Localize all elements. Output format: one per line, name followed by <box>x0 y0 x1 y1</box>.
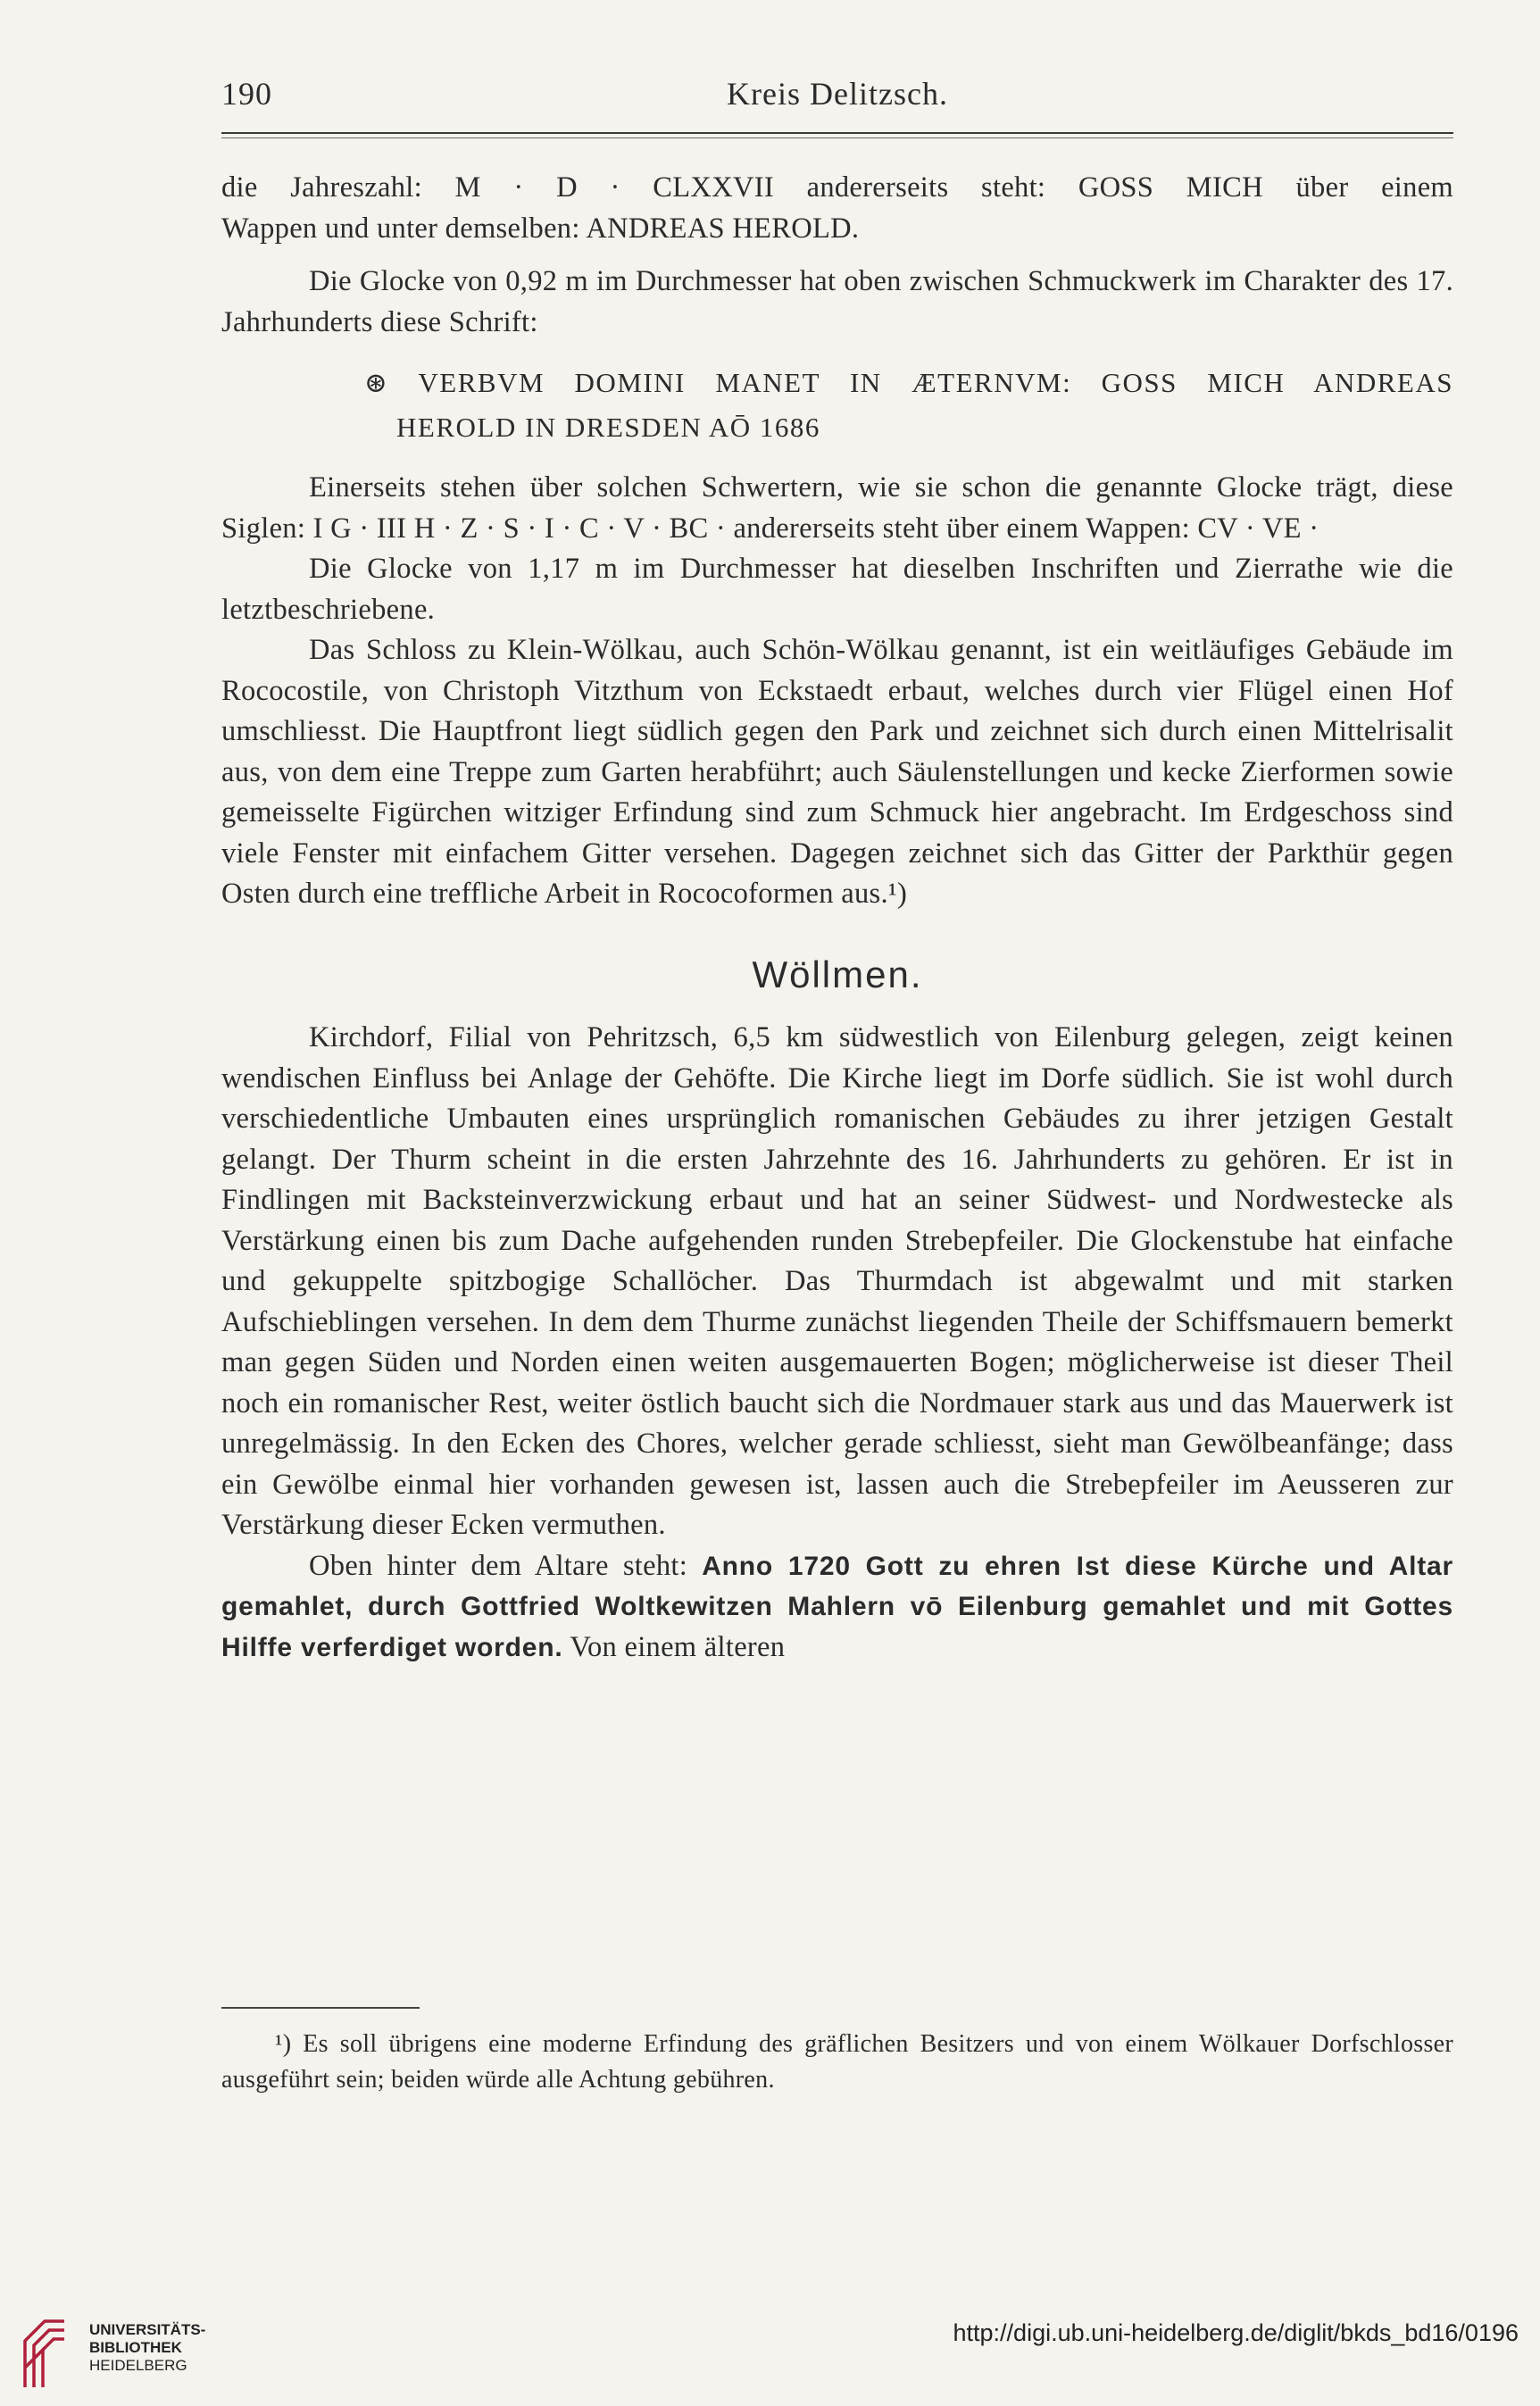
section-title: Wöllmen. <box>752 953 923 995</box>
main-text <box>221 168 1453 1668</box>
inscription-line: ⊛ VERBVM DOMINI MANET IN ÆTERNVM: GOSS MICH ANDREAS <box>364 367 1453 398</box>
paragraph: Wappen und unter demselben: ANDREAS HEROLD. <box>221 212 860 245</box>
paragraph: die Jahreszahl: M · D · CLXXVII andererseits steht: GOSS MICH über einem <box>221 171 1453 204</box>
footnote: ¹) Es soll übrigens eine moderne Erfindung des gräflichen Besitzers und von einem Wölkauer Dorfschlosser ausgeführt sein; beiden würde alle Achtung gebühren. <box>221 2030 1453 2094</box>
page-header <box>221 75 1453 120</box>
paragraph: Die Glocke von 0,92 m im Durchmesser hat oben zwischen Schmuckwerk im Charakter des 17. Jahrhunderts diese Schrift: <box>221 265 1453 338</box>
page-number: 190 <box>221 76 272 112</box>
library-name-line: UNIVERSITÄTS- <box>89 2321 206 2338</box>
bell-inscription <box>221 361 1453 450</box>
running-title: Kreis Delitzsch. <box>727 76 948 112</box>
inscription-line: HEROLD IN DRESDEN AŌ 1686 <box>396 412 820 443</box>
paragraph: Kirchdorf, Filial von Pehritzsch, 6,5 km südwestlich von Eilenburg gelegen, zeigt keinen wendischen Einfluss bei Anlage der Gehöfte. Die Kirche liegt im Dorfe südlich. Sie ist wohl durch verschiedentliche Umbauten eines ursprünglich romanischen Gebäudes zu ihrer jetzigen Gestalt gelangt. Der Thurm scheint in die ersten Jahrzehnte des 16. Jahrhunderts zu gehören. Er ist in Findlingen mit Backsteinverzwickung erbaut und hat an seiner Südwest- und Nordwestecke als Verstärkung einen bis zum Dache aufgehenden runden Strebepfeiler. Die Glockenstube hat einfache und gekuppelte spitzbogige Schallöcher. Das Thurmdach ist abgewalmt und mit starken Aufschieblingen versehen. In dem dem Thurme zunächst liegenden Theile der Schiffsmauern bemerkt man gegen Süden und Norden einen weiten ausgemauerten Bogen; möglicherweise ist dieser Theil noch ein romanischer Rest, weiter östlich baucht sich die Nordmauer stark aus und das Mauerwerk ist unregelmässig. In den Ecken des Chores, welcher gerade schliesst, sieht man Gewölbeanfänge; dass ein Gewölbe einmal hier vorhanden gewesen ist, lassen auch die Strebepfeiler im Aeusseren zur Verstärkung dieser Ecken vermuthen. <box>221 1021 1453 1541</box>
library-name-line: BIBLIOTHEK <box>89 2339 182 2356</box>
library-logo-icon <box>18 2305 71 2394</box>
library-name-line: HEIDELBERG <box>89 2357 187 2374</box>
library-name <box>89 2321 205 2375</box>
paragraph-tail: Von einem älteren <box>562 1630 786 1663</box>
paragraph: Einerseits stehen über solchen Schwertern, wie sie schon die genannte Glocke trägt, diese Siglen: I G · III H · Z · S · I · C · V · BC · andererseits steht über einem Wappen: CV · VE · <box>221 471 1453 545</box>
altar-inscription: Anno 1720 Gott zu ehren Ist diese Kürche und Altar gemahlet, durch Gottfried Woltkewitzen Mahlern vō Eilenburg gemahlet und mit Gottes Hilffe verferdiget worden. <box>221 1551 1453 1662</box>
paragraph <box>221 1546 1453 1669</box>
footnote-rule <box>221 2007 420 2009</box>
source-url-link[interactable]: http://digi.ub.uni-heidelberg.de/diglit/bkds_bd16/0196 <box>953 2319 1519 2346</box>
paragraph: Das Schloss zu Klein-Wölkau, auch Schön-Wölkau genannt, ist ein weitläufiges Gebäude im Rococostile, von Christoph Vitzthum von Eckstaedt erbaut, welches durch vier Flügel einen Hof umschliesst. Die Hauptfront liegt südlich gegen den Park und zeichnet sich durch einen Mittelrisalit aus, von dem eine Treppe zum Garten herabführt; auch Säulenstellungen und kecke Zierformen sowie gemeisselte Figürchen witziger Erfindung sind zum Schmuck hier angebracht. Im Erdgeschoss sind viele Fenster mit einfachem Gitter versehen. Dagegen zeichnet sich das Gitter der Parkthür gegen Osten durch eine treffliche Arbeit in Rococoformen aus.¹) <box>221 634 1453 910</box>
header-rule <box>221 132 1453 138</box>
paragraph: Die Glocke von 1,17 m im Durchmesser hat dieselben Inschriften und Zierrathe wie die letztbeschriebene. <box>221 553 1453 626</box>
paragraph-intro: Oben hinter dem Altare steht: <box>309 1549 703 1582</box>
page-footer <box>0 2294 1540 2406</box>
